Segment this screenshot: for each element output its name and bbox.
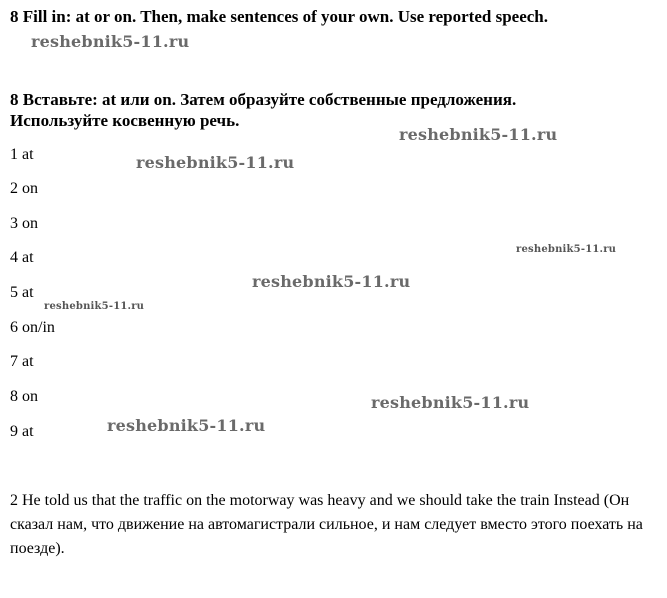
watermark: reshebnik5-11.ru bbox=[44, 301, 145, 312]
answer-item: 3 on bbox=[10, 215, 38, 232]
watermark: reshebnik5-11.ru bbox=[136, 153, 295, 172]
answer-item: 4 at bbox=[10, 249, 34, 266]
task-title-russian-line2: Используйте косвенную речь. bbox=[10, 111, 240, 130]
watermark: reshebnik5-11.ru bbox=[371, 393, 530, 412]
watermark: reshebnik5-11.ru bbox=[252, 272, 411, 291]
example-sentence: 2 He told us that the traffic on the motorway was heavy and we should take the train Instead (Он сказал нам, что движение на автомагистрали сильное, и нам следует вместо этого поехать на поезде). bbox=[10, 492, 643, 557]
task-title-russian: 8 Вставьте: at или on. Затем образуйте собственные предложения. bbox=[10, 90, 517, 109]
watermark: reshebnik5-11.ru bbox=[107, 416, 266, 435]
answer-item: 1 at bbox=[10, 146, 34, 163]
answer-item: 6 on/in bbox=[10, 319, 55, 336]
watermark: reshebnik5-11.ru bbox=[31, 32, 190, 51]
watermark: reshebnik5-11.ru bbox=[399, 125, 558, 144]
answer-item: 2 on bbox=[10, 180, 38, 197]
task-title-english: 8 Fill in: at or on. Then, make sentences of your own. Use reported speech. bbox=[10, 7, 549, 26]
answer-item: 5 at bbox=[10, 284, 34, 301]
answer-item: 9 at bbox=[10, 423, 34, 440]
watermark: reshebnik5-11.ru bbox=[516, 244, 617, 255]
answer-item: 8 on bbox=[10, 388, 38, 405]
answer-item: 7 at bbox=[10, 353, 34, 370]
